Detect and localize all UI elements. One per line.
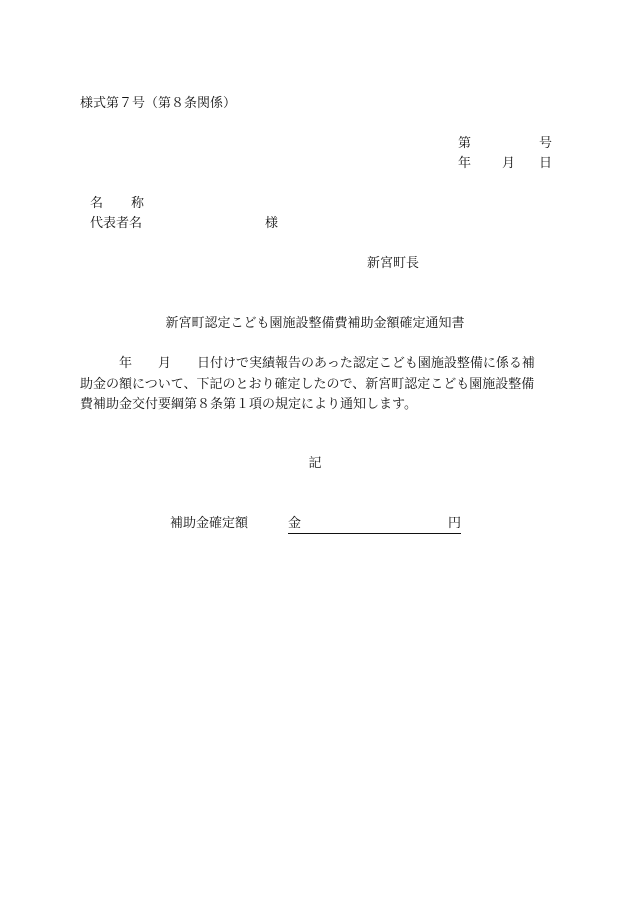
form-number: 様式第７号（第８条関係） [80,96,237,111]
amount-label: 補助金確定額 [170,516,249,531]
date-year-label: 年 [458,156,472,171]
doc-number-suffix: 号 [538,136,552,151]
body-line: 費補助金交付要綱第８条第１項の規定により通知します。 [80,397,417,412]
amount-suffix: 円 [447,516,461,531]
body-line: 助金の額について、下記のとおり確定したので、新宮町認定こども園施設整備 [80,376,535,392]
ki-heading: 記 [308,456,322,471]
body-text [80,354,550,416]
doc-number-prefix: 第 [458,136,472,151]
amount-prefix: 金 [288,516,302,531]
representative-label: 代表者名 [90,216,143,231]
issuer-name: 新宮町長 [367,256,420,271]
amount-field [288,516,461,534]
date-day-label: 日 [538,156,552,171]
recipient-name-label-2: 称 [131,196,145,211]
document-title: 新宮町認定こども園施設整備費補助金額確定通知書 [165,316,465,331]
date-month-label: 月 [502,156,516,171]
body-line: 年 月 日付けで実績報告のあった認定こども園施設整備に係る補 [80,356,535,371]
recipient-name-label-1: 名 [90,196,104,211]
honorific: 様 [265,216,279,231]
